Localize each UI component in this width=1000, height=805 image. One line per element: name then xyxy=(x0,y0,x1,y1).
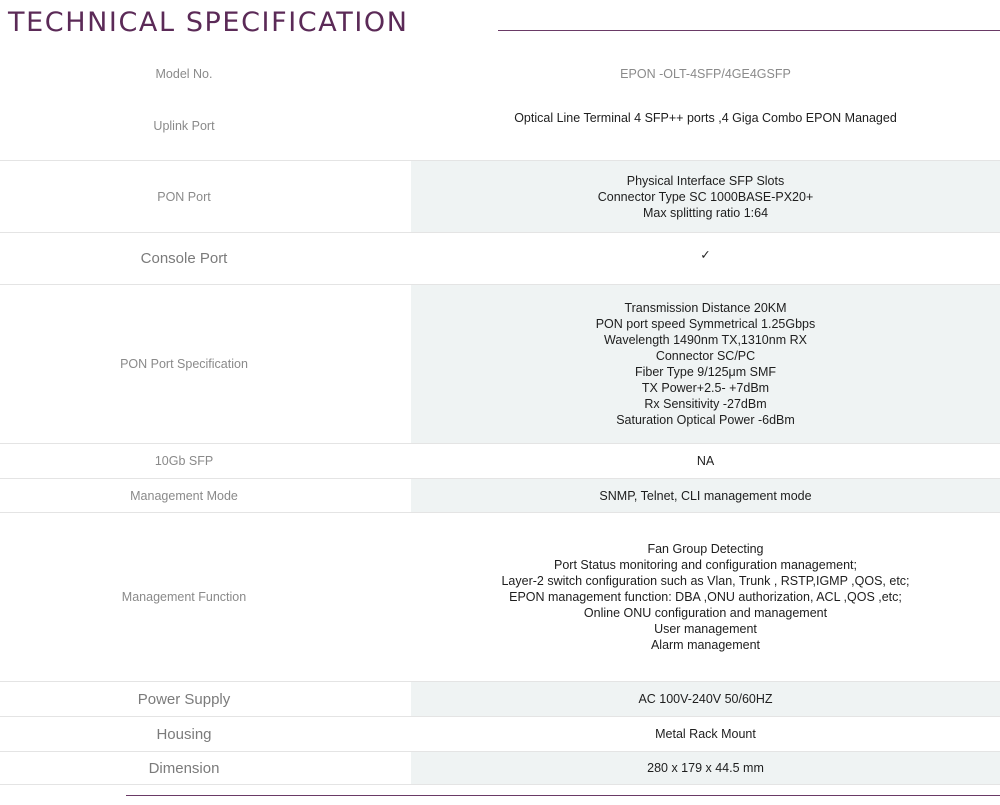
spec-value xyxy=(411,444,1000,478)
spec-label: Management Mode xyxy=(130,488,238,503)
spec-label: 10Gb SFP xyxy=(154,454,214,468)
spec-label: Housing xyxy=(156,725,212,743)
spec-value xyxy=(411,285,1000,443)
spec-label: Model No. xyxy=(155,67,213,81)
spec-value-line: Optical Line Terminal 4 SFP++ ports ,4 Giga Combo EPON Managed xyxy=(514,111,897,125)
spec-row-power-supply xyxy=(0,681,1000,716)
spec-label: Console Port xyxy=(140,250,228,267)
spec-value-line: AC 100V-240V 50/60HZ xyxy=(638,692,773,706)
spec-value-line: EPON -OLT-4SFP/4GE4GSFP xyxy=(620,67,791,81)
spec-label: PON Port Specification xyxy=(120,357,248,371)
spec-value xyxy=(411,233,1000,284)
spec-row-uplink-port xyxy=(0,92,1000,160)
spec-value-line: Fiber Type 9/125μm SMF xyxy=(634,365,777,379)
spec-row-model-no xyxy=(0,56,1000,92)
spec-value-line: Connector SC/PC xyxy=(655,349,756,363)
spec-value-line: 280 x 179 x 44.5 mm xyxy=(647,761,764,775)
page-title: TECHNICAL SPECIFICATION xyxy=(8,7,409,38)
spec-value-line: SNMP, Telnet, CLI management mode xyxy=(599,488,812,503)
spec-value-line: TX Power+2.5- +7dBm xyxy=(641,381,770,395)
spec-value xyxy=(411,682,1000,716)
spec-label: Management Function xyxy=(121,590,247,604)
spec-row-pon-port-specification xyxy=(0,284,1000,443)
spec-value-line: Online ONU configuration and management xyxy=(583,606,828,620)
spec-value-line: Alarm management xyxy=(650,638,761,652)
spec-value-line: PON port speed Symmetrical 1.25Gbps xyxy=(595,317,816,331)
spec-value-line: Wavelength 1490nm TX,1310nm RX xyxy=(604,333,807,347)
spec-value-line: Max splitting ratio 1:64 xyxy=(642,205,769,220)
spec-value-line: EPON management function: DBA ,ONU authorization, ACL ,QOS ,etc; xyxy=(509,590,902,604)
spec-value xyxy=(411,717,1000,751)
spec-row-dimension xyxy=(0,751,1000,785)
spec-value xyxy=(411,161,1000,232)
spec-value-line: Metal Rack Mount xyxy=(655,727,756,741)
spec-value-line: Port Status monitoring and configuration management; xyxy=(554,558,857,572)
spec-row-management-mode xyxy=(0,478,1000,512)
spec-value-line: Rx Sensitivity -27dBm xyxy=(644,397,767,411)
spec-value-line: Fan Group Detecting xyxy=(647,542,764,556)
spec-value xyxy=(411,92,1000,160)
spec-row-10gb-sfp xyxy=(0,443,1000,478)
spec-value-line: Physical Interface SFP Slots xyxy=(626,173,785,188)
spec-row-console-port xyxy=(0,232,1000,284)
spec-row-pon-port xyxy=(0,160,1000,232)
spec-label: Dimension xyxy=(148,759,220,777)
spec-value-line: Connector Type SC 1000BASE-PX20+ xyxy=(597,189,814,204)
bottom-divider xyxy=(126,795,1000,796)
spec-value-line: Layer-2 switch configuration such as Vlan, Trunk , RSTP,IGMP ,QOS, etc; xyxy=(501,574,910,588)
spec-label: Uplink Port xyxy=(153,119,215,133)
spec-value-line: Transmission Distance 20KM xyxy=(624,301,787,315)
spec-value xyxy=(411,479,1000,512)
check-icon: ✓ xyxy=(700,248,711,262)
spec-value xyxy=(411,752,1000,784)
spec-value-line: Saturation Optical Power -6dBm xyxy=(616,413,795,427)
spec-value-line: User management xyxy=(654,622,757,636)
spec-value-line: NA xyxy=(696,454,715,468)
spec-row-housing xyxy=(0,716,1000,751)
spec-label: Power Supply xyxy=(137,690,231,708)
title-divider xyxy=(498,30,1000,31)
spec-label: PON Port xyxy=(157,189,211,204)
spec-row-management-function xyxy=(0,512,1000,681)
spec-value xyxy=(411,513,1000,681)
spec-value xyxy=(411,56,1000,92)
